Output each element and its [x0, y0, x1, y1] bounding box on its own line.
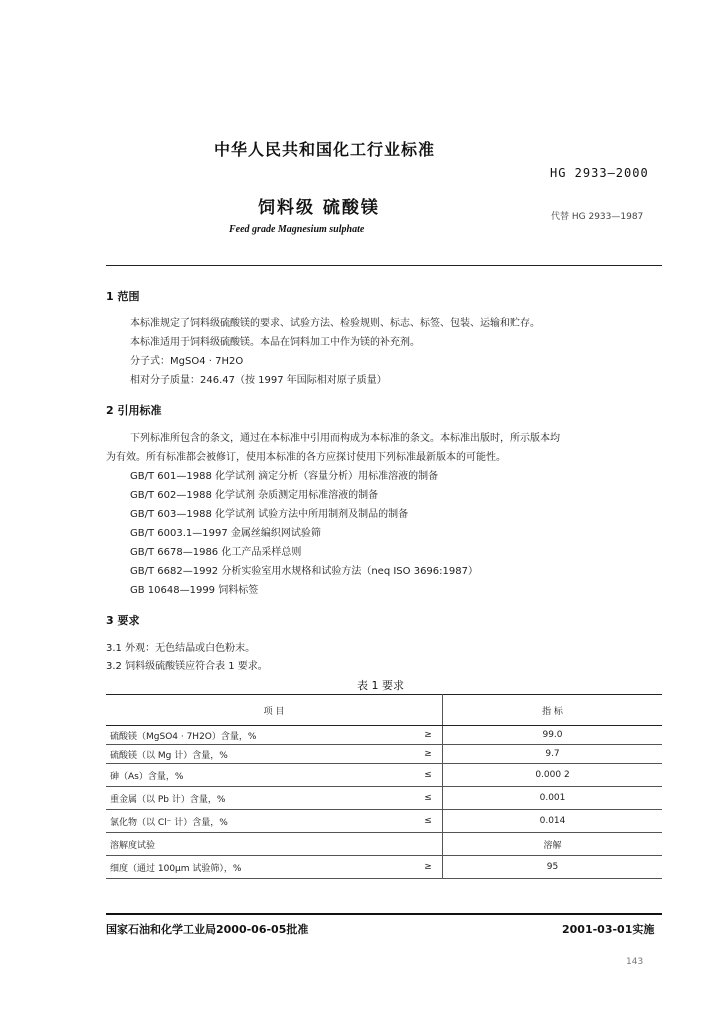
- standard-organization: 中华人民共和国化工行业标准: [214, 140, 436, 159]
- section-3-line: 3.1 外观：无色结晶或白色粉末。: [106, 643, 256, 654]
- table-header-value: 指 标: [443, 695, 663, 726]
- table-cell-operator: ≤: [414, 787, 443, 810]
- section-2-paragraph: 下列标准所包含的条文，通过在本标准中引用而构成为本标准的条文。本标准出版时，所示版本均: [130, 433, 560, 444]
- section-1-line: 相对分子质量：246.47（按 1997 年国际相对原子质量）: [130, 375, 387, 386]
- table-row: [106, 787, 662, 810]
- section-1-heading: 1 范围: [106, 290, 140, 303]
- table-cell-operator: ≤: [414, 764, 443, 787]
- header-divider: [106, 265, 662, 266]
- reference-item: GB/T 6678—1986 化工产品采样总则: [130, 547, 302, 558]
- requirements-table: [106, 694, 662, 879]
- table-cell-item: 细度（通过 100μm 试验筛），%: [106, 856, 414, 879]
- table-cell-value: 0.014: [443, 810, 663, 833]
- table-row: [106, 856, 662, 879]
- document-title-en: Feed grade Magnesium sulphate: [229, 224, 365, 235]
- table-title: 表 1 要求: [357, 679, 404, 692]
- reference-item: GB/T 601—1988 化学试剂 滴定分析（容量分析）用标准溶液的制备: [130, 471, 439, 482]
- replaces-standard: 代替 HG 2933—1987: [551, 212, 644, 222]
- table-row: [106, 764, 662, 787]
- table-cell-value: 95: [443, 856, 663, 879]
- table-row: [106, 810, 662, 833]
- table-row: [106, 726, 662, 745]
- reference-item: GB/T 6682—1992 分析实验室用水规格和试验方法（neq ISO 3696:1987）: [130, 566, 478, 577]
- table-cell-value: 0.001: [443, 787, 663, 810]
- document-title-cn: 饲料级 硫酸镁: [258, 198, 380, 218]
- table-cell-operator: ≥: [414, 726, 443, 745]
- table-cell-value: 99.0: [443, 726, 663, 745]
- reference-item: GB 10648—1999 饲料标签: [130, 585, 259, 596]
- table-cell-operator: ≥: [414, 856, 443, 879]
- table-cell-value: 9.7: [443, 745, 663, 764]
- table-cell-item: 硫酸镁（以 Mg 计）含量，%: [106, 745, 414, 764]
- section-1-line: 分子式：MgSO4 · 7H2O: [130, 356, 244, 367]
- footer-divider: [106, 913, 662, 915]
- table-cell-item: 重金属（以 Pb 计）含量，%: [106, 787, 414, 810]
- approval-statement: 国家石油和化学工业局2000-06-05批准: [106, 923, 309, 936]
- table-row: [106, 745, 662, 764]
- table-cell-item: 氯化物（以 Cl⁻ 计）含量，%: [106, 810, 414, 833]
- table-cell-item: 砷（As）含量，%: [106, 764, 414, 787]
- table-cell-operator: ≥: [414, 745, 443, 764]
- table-cell-item: 硫酸镁（MgSO4 · 7H2O）含量，%: [106, 726, 414, 745]
- table-cell-item: 溶解度试验: [106, 833, 414, 856]
- reference-item: GB/T 603—1988 化学试剂 试验方法中所用制剂及制品的制备: [130, 509, 409, 520]
- standard-code: HG 2933—2000: [550, 166, 649, 180]
- section-3-heading: 3 要求: [106, 614, 140, 627]
- section-1-line: 本标准适用于饲料级硫酸镁。本品在饲料加工中作为镁的补充剂。: [130, 337, 420, 348]
- section-2-paragraph: 为有效。所有标准都会被修订，使用本标准的各方应探讨使用下列标准最新版本的可能性。: [106, 452, 506, 463]
- reference-item: GB/T 602—1988 化学试剂 杂质测定用标准溶液的制备: [130, 490, 379, 501]
- section-2-heading: 2 引用标准: [106, 404, 162, 417]
- section-1-line: 本标准规定了饲料级硫酸镁的要求、试验方法、检验规则、标志、标签、包装、运输和贮存。: [130, 318, 540, 329]
- implementation-date: 2001-03-01实施: [562, 923, 655, 936]
- table-header-row: [106, 695, 662, 726]
- page-number: 143: [626, 957, 644, 967]
- table-row: [106, 833, 662, 856]
- table-header-item: 项 目: [106, 695, 443, 726]
- section-3-line: 3.2 饲料级硫酸镁应符合表 1 要求。: [106, 661, 268, 672]
- table-cell-value: 0.000 2: [443, 764, 663, 787]
- table-cell-operator: [414, 833, 443, 856]
- table-cell-operator: ≤: [414, 810, 443, 833]
- reference-item: GB/T 6003.1—1997 金属丝编织网试验筛: [130, 528, 321, 539]
- table-cell-value: 溶解: [443, 833, 663, 856]
